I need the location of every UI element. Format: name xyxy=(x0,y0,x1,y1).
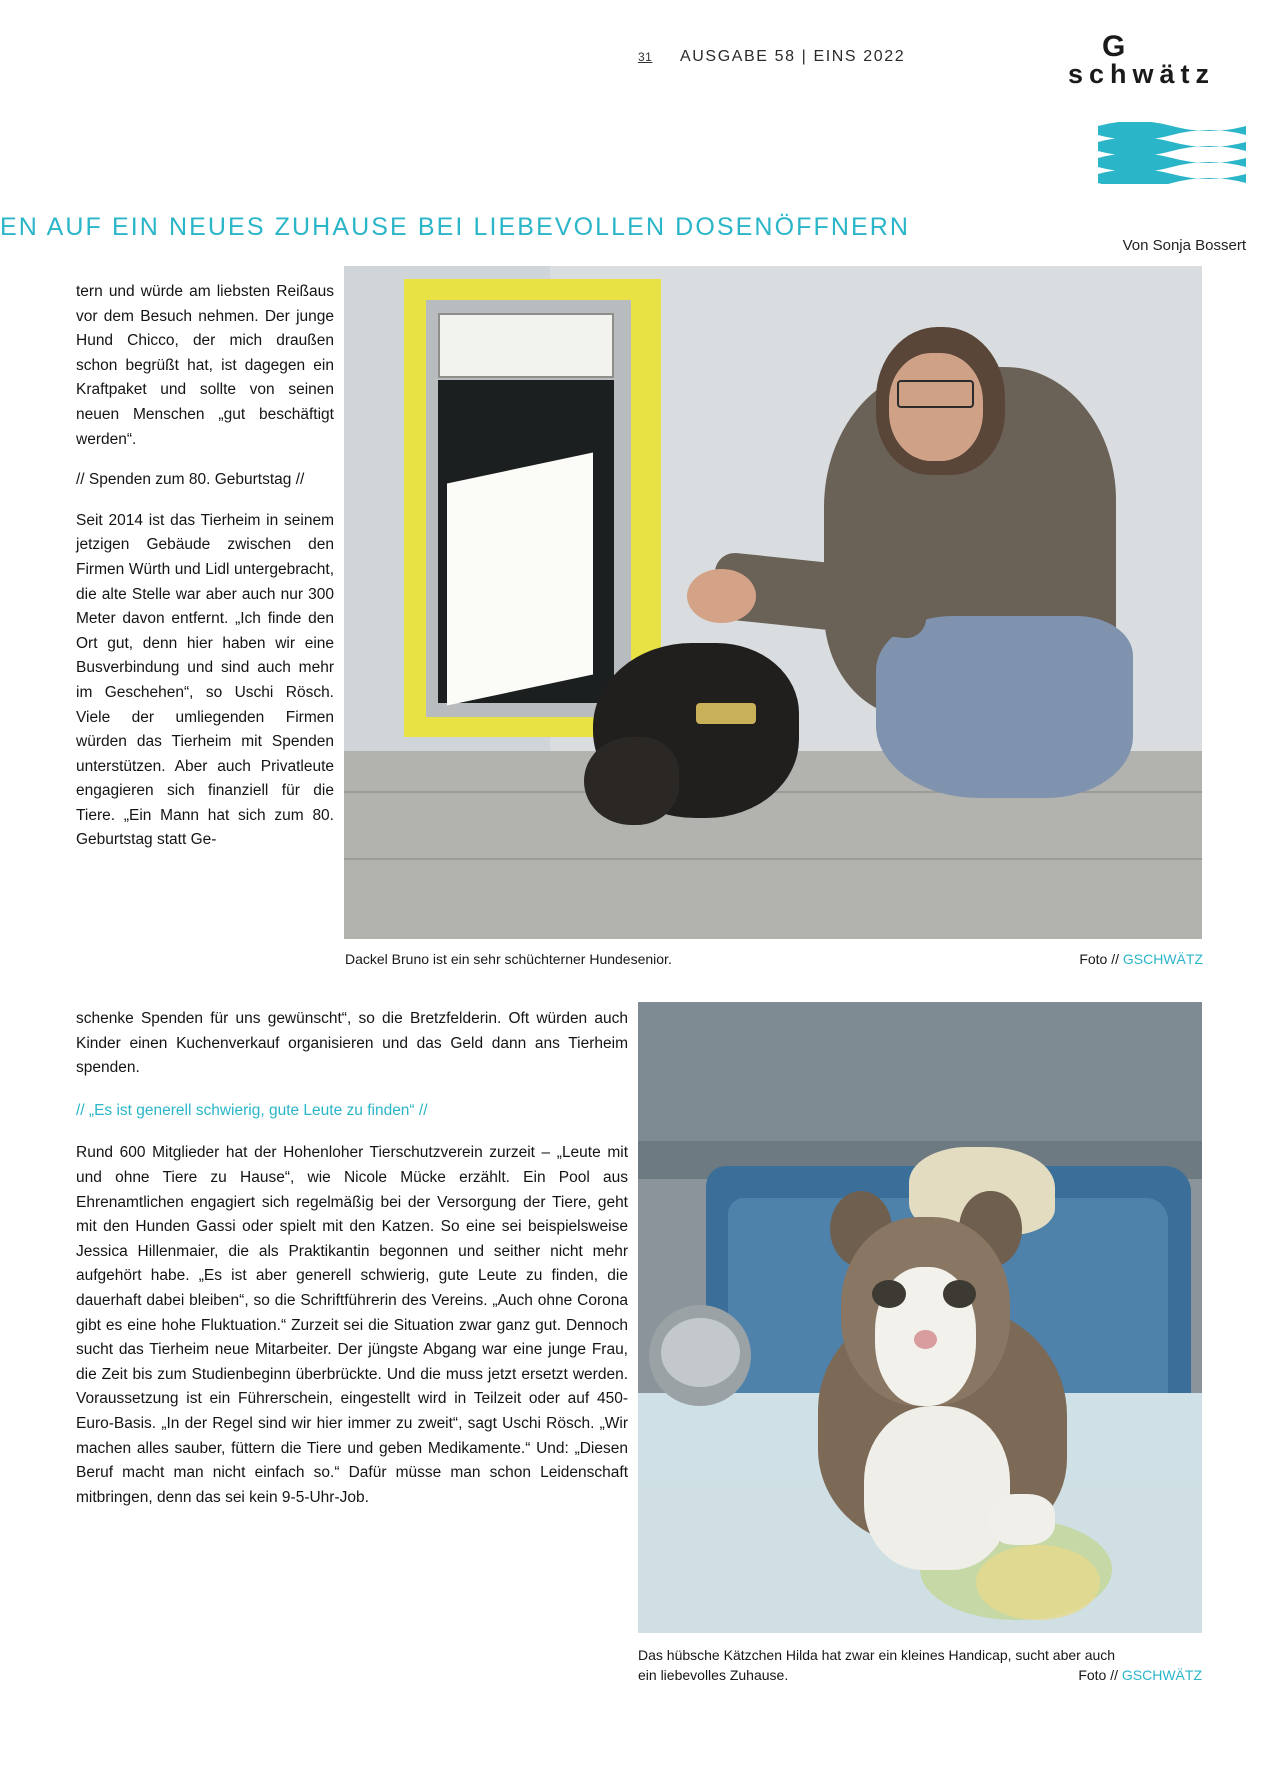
caption-bottom-credit-name: GSCHWÄTZ xyxy=(1121,1667,1202,1683)
article-byline: Von Sonja Bossert xyxy=(1122,237,1246,254)
caption-bottom-line2: ein liebevolles Zuhause. xyxy=(638,1667,789,1683)
caption-top-credit-label: Foto // xyxy=(1079,951,1119,967)
paragraph: Rund 600 Mitglieder hat der Hohenloher Tierschutzverein zurzeit – „Leute mit und ohne Tiere zu Hause“, wie Nicole Mücke erzählt. Ein Pool aus Ehrenamtlichen engagiert sich regelmäßig bei der Versorgung der Tiere, geht mit den Hunden Gassi oder spielt mit den Katzen. So eine sei beispielsweise Jessica Hillenmaier, die als Praktikantin begonnen und seither nicht mehr aufgehört habe. „Es ist aber generell schwierig, gute Leute zu finden, die dauerhaft dabei bleiben“, so die Schriftführerin des Vereins. „Auch ohne Corona gibt es eine hohe Fluktuation.“ Zurzeit sei die Situation zwar ganz gut. Dennoch sucht das Tierheim neue Mitarbeiter. Der jüngste Abgang war eine junge Frau, die Zeit bis zum Studienbeginn überbrückte. Und die muss jetzt ersetzt werden. Voraussetzung ist ein Führerschein, eingestellt wird in Teilzeit oder auf 450-Euro-Basis. „In der Regel sind wir hier immer zu zweit“, sagt Uschi Rösch. „Wir machen alles sauber, füttern die Tiere und geben Medikamente.“ Und: „Diesen Beruf macht man nicht einfach so.“ Dafür müsse man schon Leidenschaft mitbringen, denn das sei kein 9-5-Uhr-Job. xyxy=(76,1144,628,1506)
caption-bottom-credit xyxy=(1078,1665,1202,1685)
issue-line: AUSGABE 58 | EINS 2022 xyxy=(680,48,906,65)
logo-letter-g: G xyxy=(1102,30,1127,63)
article-headline: EN AUF EIN NEUES ZUHAUSE BEI LIEBEVOLLEN DOSENÖFFNERN xyxy=(0,212,911,241)
caption-bottom-line2-wrap xyxy=(638,1665,1202,1685)
left-column-text xyxy=(76,280,334,853)
photo-kitten xyxy=(638,1002,1202,1633)
wave-graphic xyxy=(1098,122,1246,184)
folio-number: 31 xyxy=(638,50,653,64)
logo-wordmark: schwätz xyxy=(1068,59,1216,89)
page-header xyxy=(0,30,1276,89)
photo-dog-shelter xyxy=(344,266,1202,939)
masthead-logo xyxy=(1068,30,1258,89)
caption-bottom xyxy=(638,1645,1202,1685)
subhead-spenden xyxy=(76,468,334,493)
subhead-text: // Spenden zum 80. Geburtstag // xyxy=(76,471,305,489)
caption-top xyxy=(345,949,1203,969)
caption-top-credit xyxy=(1079,949,1203,969)
main-body-text xyxy=(76,1007,628,1510)
paragraph: Seit 2014 ist das Tierheim in seinem jetzigen Gebäude zwischen den Firmen Würth und Lidl untergebracht, die alte Stelle war aber auch nur 300 Meter davon entfernt. „Ich finde den Ort gut, denn hier haben wir eine Busverbindung und sind auch mehr im Geschehen“, so Uschi Rösch. Viele der umliegenden Firmen würden das Tierheim mit Spenden unterstützen. Aber auch Privatleute engagieren sich finanziell für die Tiere. „Ein Mann hat sich zum 80. Geburtstag statt Ge- xyxy=(76,511,334,849)
caption-bottom-line1: Das hübsche Kätzchen Hilda hat zwar ein kleines Handicap, sucht aber auch xyxy=(638,1647,1116,1663)
paragraph: schenke Spenden für uns gewünscht“, so die Bretzfelderin. Oft würden auch Kinder einen Kuchenverkauf organisieren und das Geld dann ans Tierheim spenden. xyxy=(76,1010,628,1077)
caption-top-credit-name: GSCHWÄTZ xyxy=(1122,951,1203,967)
caption-bottom-credit-label: Foto // xyxy=(1078,1667,1118,1683)
paragraph: tern und würde am liebsten Reißaus vor dem Besuch nehmen. Der junge Hund Chicco, der mich draußen schon begrüßt hat, ist dagegen ein Kraftpaket und sollte von seinen neuen Menschen „gut beschäftigt werden“. xyxy=(76,283,334,448)
caption-top-text: Dackel Bruno ist ein sehr schüchterner Hundesenior. xyxy=(345,951,672,967)
subhead-leute: // „Es ist generell schwierig, gute Leute zu finden“ // xyxy=(76,1101,428,1119)
